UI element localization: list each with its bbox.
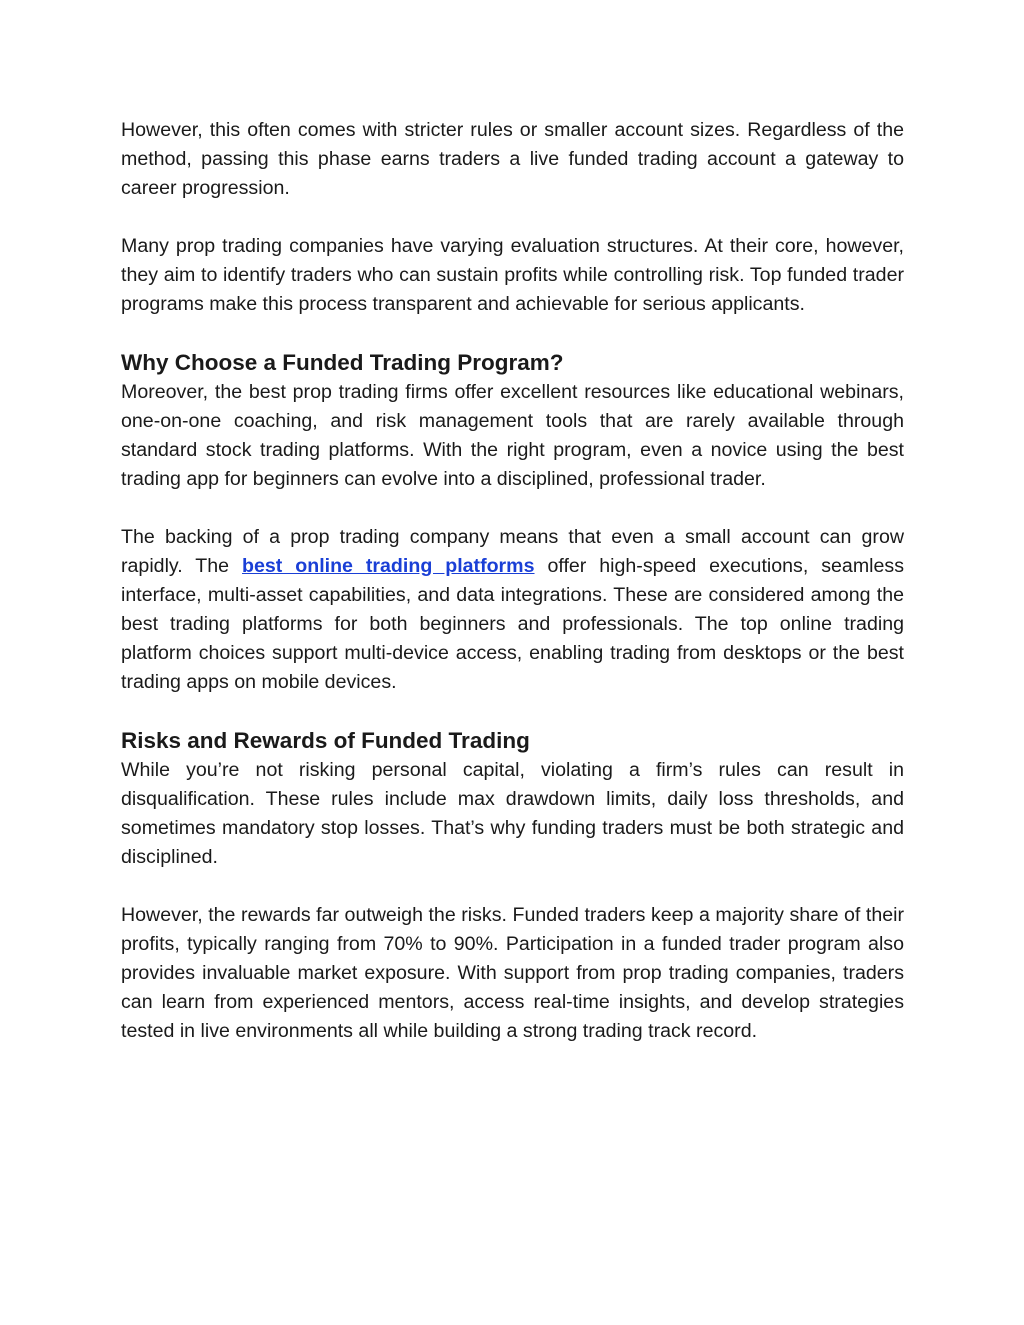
best-online-trading-platforms-link[interactable]: best online trading platforms [242,555,535,577]
paragraph-backing [121,523,904,697]
paragraph-rewards: However, the rewards far outweigh the risks. Funded traders keep a majority share of their profits, typically ranging from 70% to 90%. Participation in a funded trader program also provides invaluable market exposure. With support from prop trading companies, traders can learn from experienced mentors, access real-time insights, and develop strategies tested in live environments all while building a strong trading track record. [121,904,904,1042]
paragraph-risks: While you’re not risking personal capital, violating a firm’s rules can result in disqualification. These rules include max drawdown limits, daily loss thresholds, and sometimes mandatory stop losses. That’s why funding traders must be both strategic and disciplined. [121,759,904,868]
paragraph-evaluation-rules: However, this often comes with stricter rules or smaller account sizes. Regardless of the method, passing this phase earns traders a live funded trading account a gateway to career progression. [121,119,904,199]
paragraph-backing-text-after: offer high-speed executions, seamless interface, multi-asset capabilities, and data integrations. These are considered among the best trading platforms for both beginners and professionals. The top online trading platform choices support multi-device access, enabling trading from desktops or the best trading apps on mobile devices. [121,555,904,693]
document-page [121,116,904,1075]
paragraph-evaluation-structures: Many prop trading companies have varying evaluation structures. At their core, however, they aim to identify traders who can sustain profits while controlling risk. Top funded trader programs make this process transparent and achievable for serious applicants. [121,235,904,315]
heading-risks-rewards: Risks and Rewards of Funded Trading [121,728,530,753]
paragraph-backing-text-before: The backing of a prop trading company means that even a small account can grow rapidly. The [121,526,904,577]
heading-why-choose: Why Choose a Funded Trading Program? [121,350,564,375]
paragraph-resources: Moreover, the best prop trading firms offer excellent resources like educational webinars, one-on-one coaching, and risk management tools that are rarely available through standard stock trading platforms. With the right program, even a novice using the best trading app for beginners can evolve into a disciplined, professional trader. [121,381,904,490]
